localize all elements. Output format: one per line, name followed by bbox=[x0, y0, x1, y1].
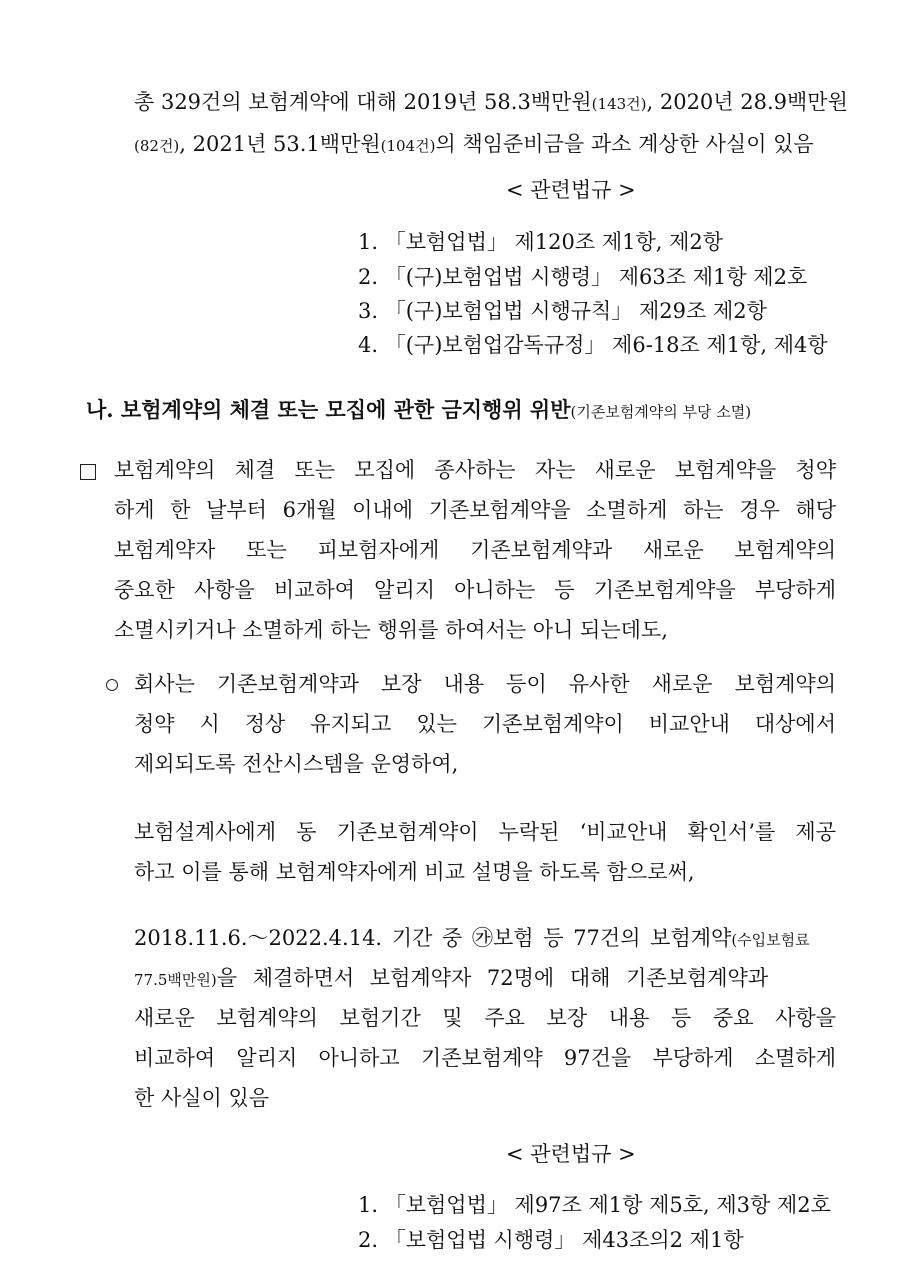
paragraph-line: 보험계약의 체결 또는 모집에 종사하는 자는 새로운 보험계약을 청약 bbox=[114, 458, 836, 482]
paragraph-line: 하게 한 날부터 6개월 이내에 기존보험계약을 소멸하게 하는 경우 해당 bbox=[114, 498, 836, 522]
regulation-item: 3. 「(구)보험업법 시행규칙」 제29조 제2항 bbox=[358, 299, 767, 323]
text-line bbox=[134, 88, 848, 118]
text-segment: 을 체결하면서 보험계약자 72명에 대해 기존보험계약과 bbox=[216, 966, 769, 990]
paragraph-line: 보험설계사에게 동 기존보험계약이 누락된 ‘비교안내 확인서’를 제공 bbox=[134, 820, 836, 844]
paragraph-line: 소멸시키거나 소멸하게 하는 행위를 하여서는 아니 되는데도, bbox=[114, 618, 668, 642]
section-heading bbox=[86, 396, 751, 426]
paragraph-line bbox=[134, 924, 836, 954]
text-segment: 2018.11.6.～2022.4.14. 기간 중 ㉮보험 등 77건의 보험계약 bbox=[134, 926, 732, 950]
square-bullet-icon bbox=[80, 464, 96, 480]
paragraph-line: 회사는 기존보험계약과 보장 내용 등이 유사한 새로운 보험계약의 bbox=[134, 672, 836, 696]
paragraph-line: 청약 시 정상 유지되고 있는 기존보험계약이 비교안내 대상에서 bbox=[134, 712, 836, 736]
paragraph-line: 한 사실이 있음 bbox=[134, 1086, 270, 1110]
section-heading-text: 나. 보험계약의 체결 또는 모집에 관한 금지행위 위반 bbox=[86, 397, 571, 422]
circle-bullet-icon bbox=[106, 679, 118, 691]
text-small: (143건) bbox=[591, 95, 647, 113]
regulation-item: 1. 「보험업법」 제120조 제1항, 제2항 bbox=[358, 230, 724, 254]
text-small: (수입보험료 bbox=[731, 931, 810, 949]
paragraph-line: 하고 이를 통해 보험계약자에게 비교 설명을 하도록 함으로써, bbox=[134, 860, 695, 884]
text-small: (104건) bbox=[380, 137, 436, 155]
text-segment: 총 329건의 보험계약에 대해 2019년 58.3백만원 bbox=[134, 90, 592, 114]
regulation-item: 4. 「(구)보험업감독규정」 제6-18조 제1항, 제4항 bbox=[358, 333, 828, 357]
text-small: (82건) bbox=[134, 137, 180, 155]
paragraph-line: 새로운 보험계약의 보험기간 및 주요 보장 내용 등 중요 사항을 bbox=[134, 1006, 836, 1030]
text-segment: 의 책임준비금을 과소 계상한 사실이 있음 bbox=[435, 132, 814, 156]
paragraph-line: 중요한 사항을 비교하여 알리지 아니하는 등 기존보험계약을 부당하게 bbox=[114, 578, 836, 602]
paragraph-line: 제외되도록 전산시스템을 운영하여, bbox=[134, 752, 459, 776]
paragraph-line: 보험계약자 또는 피보험자에게 기존보험계약과 새로운 보험계약의 bbox=[114, 538, 836, 562]
related-regulations-title: < 관련법규 > bbox=[506, 178, 636, 202]
related-regulations-title: < 관련법규 > bbox=[506, 1142, 636, 1166]
text-small: 77.5백만원) bbox=[134, 971, 217, 989]
regulation-item: 1. 「보험업법」 제97조 제1항 제5호, 제3항 제2호 bbox=[358, 1193, 831, 1217]
text-segment: , 2021년 53.1백만원 bbox=[179, 132, 381, 156]
text-line bbox=[134, 130, 814, 160]
section-heading-subtitle: (기존보험계약의 부당 소멸) bbox=[570, 403, 752, 421]
text-segment: , 2020년 28.9백만원 bbox=[646, 90, 848, 114]
paragraph-line bbox=[134, 964, 836, 994]
regulation-item: 2. 「(구)보험업법 시행령」 제63조 제1항 제2호 bbox=[358, 265, 808, 289]
paragraph-line: 비교하여 알리지 아니하고 기존보험계약 97건을 부당하게 소멸하게 bbox=[134, 1046, 836, 1070]
regulation-item: 2. 「보험업법 시행령」 제43조의2 제1항 bbox=[358, 1228, 744, 1252]
